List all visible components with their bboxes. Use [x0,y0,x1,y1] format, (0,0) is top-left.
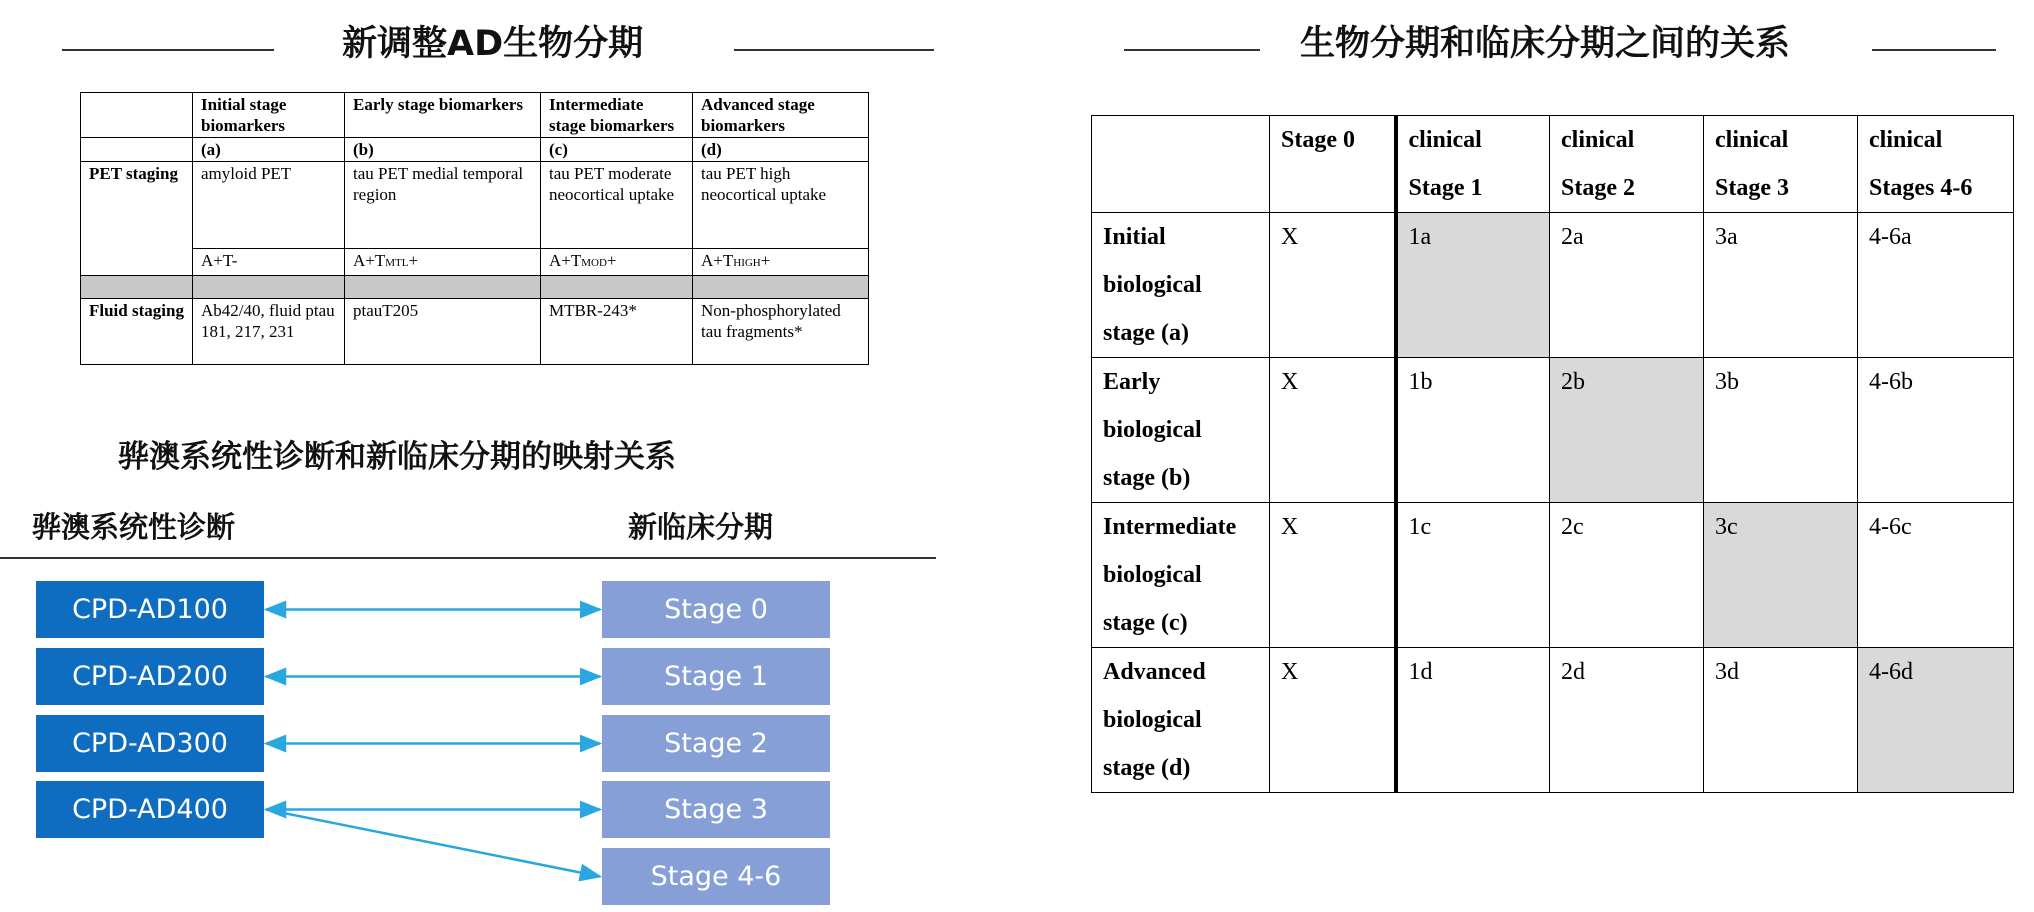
cell-3c: 3c [1704,503,1858,648]
table-cell [1092,116,1270,213]
cell-4-6a: 4-6a [1858,213,2014,358]
code-tail: + [760,251,771,270]
code-tail: + [408,251,419,270]
cell-4-6c: 4-6c [1858,503,2014,648]
cell-0b: X [1270,358,1396,503]
header-clinical-1: clinical Stage 1 [1396,116,1550,213]
clinical-header-row [1092,116,2014,213]
cell-1a: 1a [1396,213,1550,358]
header-initial: Initial stage biomarkers [193,93,345,138]
cell-1d: 1d [1396,648,1550,793]
code-sub: MOD [581,257,607,269]
header-clinical-4-6: clinical Stages 4-6 [1858,116,2014,213]
cell-3b: 3b [1704,358,1858,503]
pet-cell-d: tau PET high neocortical uptake [693,162,869,249]
table-row [1092,358,2014,503]
mapping-arrow-3-4 [266,810,600,877]
title-rule-right-2 [1872,49,1996,51]
cell-2b: 2b [1550,358,1704,503]
bio-staging-title: 新调整AD生物分期 [342,24,644,64]
cell-0d: X [1270,648,1396,793]
cell-3d: 3d [1704,648,1858,793]
row-label-early: Early biological stage (b) [1092,358,1270,503]
row-label-advanced: Advanced biological stage (d) [1092,648,1270,793]
letter-c: (c) [541,138,693,162]
fluid-cell-c: MTBR-243* [541,299,693,365]
code-base: A+T [549,251,582,270]
stage-box-2: Stage 2 [602,715,830,772]
pet-cell-b: tau PET medial temporal region [345,162,541,249]
code-base: A+T [701,251,734,270]
cpd-box-2: CPD-AD300 [36,715,264,772]
row-label-intermediate: Intermediate biological stage (c) [1092,503,1270,648]
cpd-box-3: CPD-AD400 [36,781,264,838]
code-tail: + [606,251,617,270]
cell-2d: 2d [1550,648,1704,793]
pet-cell-c: tau PET moderate neocortical uptake [541,162,693,249]
cell-0a: X [1270,213,1396,358]
cpd-box-1: CPD-AD200 [36,648,264,705]
cell-2a: 2a [1550,213,1704,358]
cell-4-6b: 4-6b [1858,358,2014,503]
header-advanced: Advanced stage biomarkers [693,93,869,138]
mapping-col-right: 新临床分期 [628,510,774,544]
cell-3a: 3a [1704,213,1858,358]
stage-box-1: Stage 1 [602,648,830,705]
table-row [1092,503,2014,648]
cell-4-6d: 4-6d [1858,648,2014,793]
letter-a: (a) [193,138,345,162]
cell-1b: 1b [1396,358,1550,503]
cell-2c: 2c [1550,503,1704,648]
mapping-arrows [0,0,940,912]
fluid-cell-a: Ab42/40, fluid ptau 181, 217, 231 [193,299,345,365]
header-clinical-2: clinical Stage 2 [1550,116,1704,213]
title-rule-right-1 [1124,49,1260,51]
row-label-initial: Initial biological stage (a) [1092,213,1270,358]
pet-cell-a: amyloid PET [193,162,345,249]
pet-staging-label: PET staging [81,162,193,276]
letter-b: (b) [345,138,541,162]
code-base: A+T [353,251,386,270]
letter-d: (d) [693,138,869,162]
cell-1c: 1c [1396,503,1550,648]
header-intermediate: Intermediate stage biomarkers [541,93,693,138]
stage-box-0: Stage 0 [602,581,830,638]
header-early: Early stage biomarkers [345,93,541,138]
code-sub: HIGH [733,257,761,269]
fluid-cell-d: Non-phosphorylated tau fragments* [693,299,869,365]
header-clinical-3: clinical Stage 3 [1704,116,1858,213]
stage-box-3: Stage 3 [602,781,830,838]
cell-0c: X [1270,503,1396,648]
stage-box-4: Stage 4-6 [602,848,830,905]
fluid-staging-label: Fluid staging [81,299,193,365]
table-row [1092,648,2014,793]
clinical-table [1091,115,2014,793]
mapping-title: 骅澳系统性诊断和新临床分期的映射关系 [118,439,676,475]
fluid-cell-b: ptauT205 [345,299,541,365]
header-stage-0: Stage 0 [1270,116,1396,213]
code-sub: MTL [385,257,409,269]
relation-title: 生物分期和临床分期之间的关系 [1300,24,1791,64]
cpd-box-0: CPD-AD100 [36,581,264,638]
code-base: A+T- [201,251,238,270]
table-row [1092,213,2014,358]
mapping-col-left: 骅澳系统性诊断 [32,510,236,544]
